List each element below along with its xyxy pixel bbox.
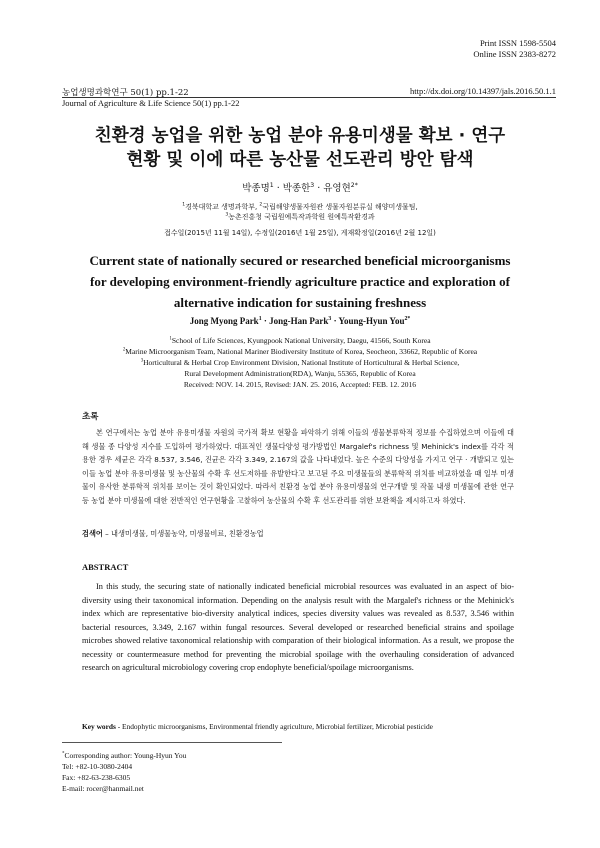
aff-sup: 2 [122,347,126,353]
author-ko-3: 유영현 [323,183,351,194]
aff-sup: 3 [140,358,144,364]
issn-block [473,38,556,60]
aff-sup: 2 [259,202,263,208]
aff-text: Horticultural & Herbal Crop Environment Division, National Institute of Horticultural & Herbal Science, [143,358,460,367]
author-en-2: Jong-Han Park [269,316,329,326]
title-korean-line-1: 친환경 농업을 위한 농업 분야 유용미생물 확보 · 연구 [94,126,506,146]
author-en-1-sup: 1 [258,316,262,322]
author-en-3-sup: 2* [404,316,411,322]
author-ko-2-sup: 3 [310,181,315,189]
author-separator: · [261,316,270,326]
title-english-line-2: for developing environment-friendly agriculture practice and exploration of [90,274,510,289]
affiliation-en-line-3 [0,357,600,368]
affiliations-english [0,335,600,379]
authors-english [0,316,600,326]
aff-text: School of Life Sciences, Kyungpook National University, Daegu, 41566, South Korea [171,336,431,345]
title-english [48,250,552,313]
online-issn: Online ISSN 2383-8272 [473,49,556,59]
abstract-english-heading: ABSTRACT [82,562,129,572]
keywords-english-list: - Endophytic microorganisms, Environmental friendly agriculture, Microbial fertilizer, Microbial pesticide [115,722,433,731]
keywords-korean [82,529,514,539]
author-en-2-sup: 3 [328,316,332,322]
corr-sup: * [62,751,65,757]
aff-sup: 1 [169,336,172,342]
title-korean-line-2: 현황 및 이에 따른 농산물 선도관리 방안 탐색 [126,150,474,170]
title-english-line-3: alternative indication for sustaining freshness [173,295,427,310]
author-ko-1: 박종명 [242,183,270,194]
author-en-1: Jong Myong Park [189,316,259,326]
affiliations-korean [0,202,600,222]
authors-korean [0,180,600,194]
corr-email[interactable]: E-mail: rocer@hanmail.net [62,784,144,793]
print-issn: Print ISSN 1598-5504 [479,38,556,48]
keywords-english [82,722,514,731]
aff-text: 농촌진흥청 국립원예특작과학원 원예특작환경과 [228,213,375,221]
keywords-korean-label: 검색어 [82,529,103,538]
author-en-3: Young-Hyun You [338,316,405,326]
dates-english: Received: NOV. 14. 2015, Revised: JAN. 25. 2016, Accepted: FEB. 12. 2016 [183,380,417,389]
abstract-korean-text: 본 연구에서는 농업 분야 유용미생물 자원의 국가적 확보 현황을 파악하기 위해 이들의 생물분류학적 정보를 수집하였으며 이들에 대해 생물 종 다양성 지수를 도입하여 평가하였다. 대표적인 생물다양성 평가방법인 Margalef's richness 및 Mehinick's index를 각각 적용한 경우 세균은 각각 8.537, 3.546, 진균은 각각 3.349, 2.167의 값을 나타내었다. 높은 수준의 다양성을 가지고 연구 · 개발되고 있는 이들 농업 분야 유용미생물 및 농산물의 수확 후 선도저하를 유발한다고 보고된 주요 미생물들의 분류학적 위치를 비교하였을 때 일부 미생물이 유사한 분류학적 위치를 보이는 것이 확인되었다. 따라서 친환경 농업 분야 유용미생물의 연구개발 및 작물 내생 미생물에 관한 연구 등 농업 분야 미생물에 대한 전반적인 연구현황을 고찰하여 농산물의 수확 후 선도관리를 위한 보완책을 제시하고자 하였다. [82,428,514,505]
author-separator: · [331,316,339,326]
keywords-english-label: Key words [82,722,116,731]
affiliation-en-line-2 [0,346,600,357]
author-ko-3-sup: 2* [350,181,358,189]
aff-sup: 3 [225,212,229,218]
abstract-english-text: In this study, the securing state of nationally indicated beneficial microbial resources was evaluated in an aspect of bio-diversity using their taxonomical information. Depending on the analysis result with the Margalef's richness or the Mehinick's index which are representative bio-diversity analytical indices, species diversity values was revealed as 8.537, 3.546 within bacterial resources, 3.349, 2.167 within fungal resources. Several developed or researched beneficial strains and spoilage microbes showed relative taxonomical relationship with comparation of their biological information. As a result, we propose the necessity or countermeasure method for preventing the microbial spoilage with the overhauling consideration of advanced research on agricultural microbiology covering crop endophyte beneficial/spoilage microorganisms. [82,582,514,672]
abstract-korean-heading: 초록 [82,412,99,422]
title-english-line-1: Current state of nationally secured or researched beneficial microorganisms [89,253,511,268]
correspondence-footnote [62,750,186,794]
affiliation-ko-line-2 [0,212,600,222]
affiliation-ko-line-1 [0,202,600,212]
aff-text: Marine Microorganism Team, National Mariner Biodiversity Institute of Korea, Seocheon, 33662, Republic of Korea [125,347,478,356]
affiliation-en-line-1 [0,335,600,346]
corresponding-author [62,750,186,761]
keywords-korean-list: – 내생미생물, 미생물농약, 미생물비료, 친환경농업 [102,529,264,538]
aff-sup: 1 [182,202,186,208]
author-ko-2: 박종한 [282,183,311,194]
aff-text: 국립해양생물자원관 생물자원분류실 해양미생물팀, [262,203,418,211]
footnote-rule [62,742,282,743]
author-separator: · [273,183,283,194]
dates-korean: 접수일(2015년 11월 14일), 수정일(2016년 1월 25일), 게재확정일(2016년 2월 12일) [164,229,436,237]
title-korean [40,124,560,172]
corr-tel: Tel: +82-10-3080-2404 [62,762,133,771]
author-separator: · [314,183,324,194]
doi-link[interactable]: http://dx.doi.org/10.14397/jals.2016.50.1.1 [410,86,556,96]
journal-name-english: Journal of Agriculture & Life Science 50(1) pp.1-22 [62,98,240,108]
corr-author-text: Corresponding author: Young-Hyun You [64,751,187,760]
aff-text: 경북대학교 생명과학부, [185,203,260,211]
corr-fax: Fax: +82-63-238-6305 [62,773,131,782]
journal-name-korean: 농업생명과학연구 50(1) pp.1-22 [62,88,189,98]
author-ko-1-sup: 1 [269,181,274,189]
affiliation-en-line-4: Rural Development Administration(RDA), Wanju, 55365, Republic of Korea [184,369,416,378]
